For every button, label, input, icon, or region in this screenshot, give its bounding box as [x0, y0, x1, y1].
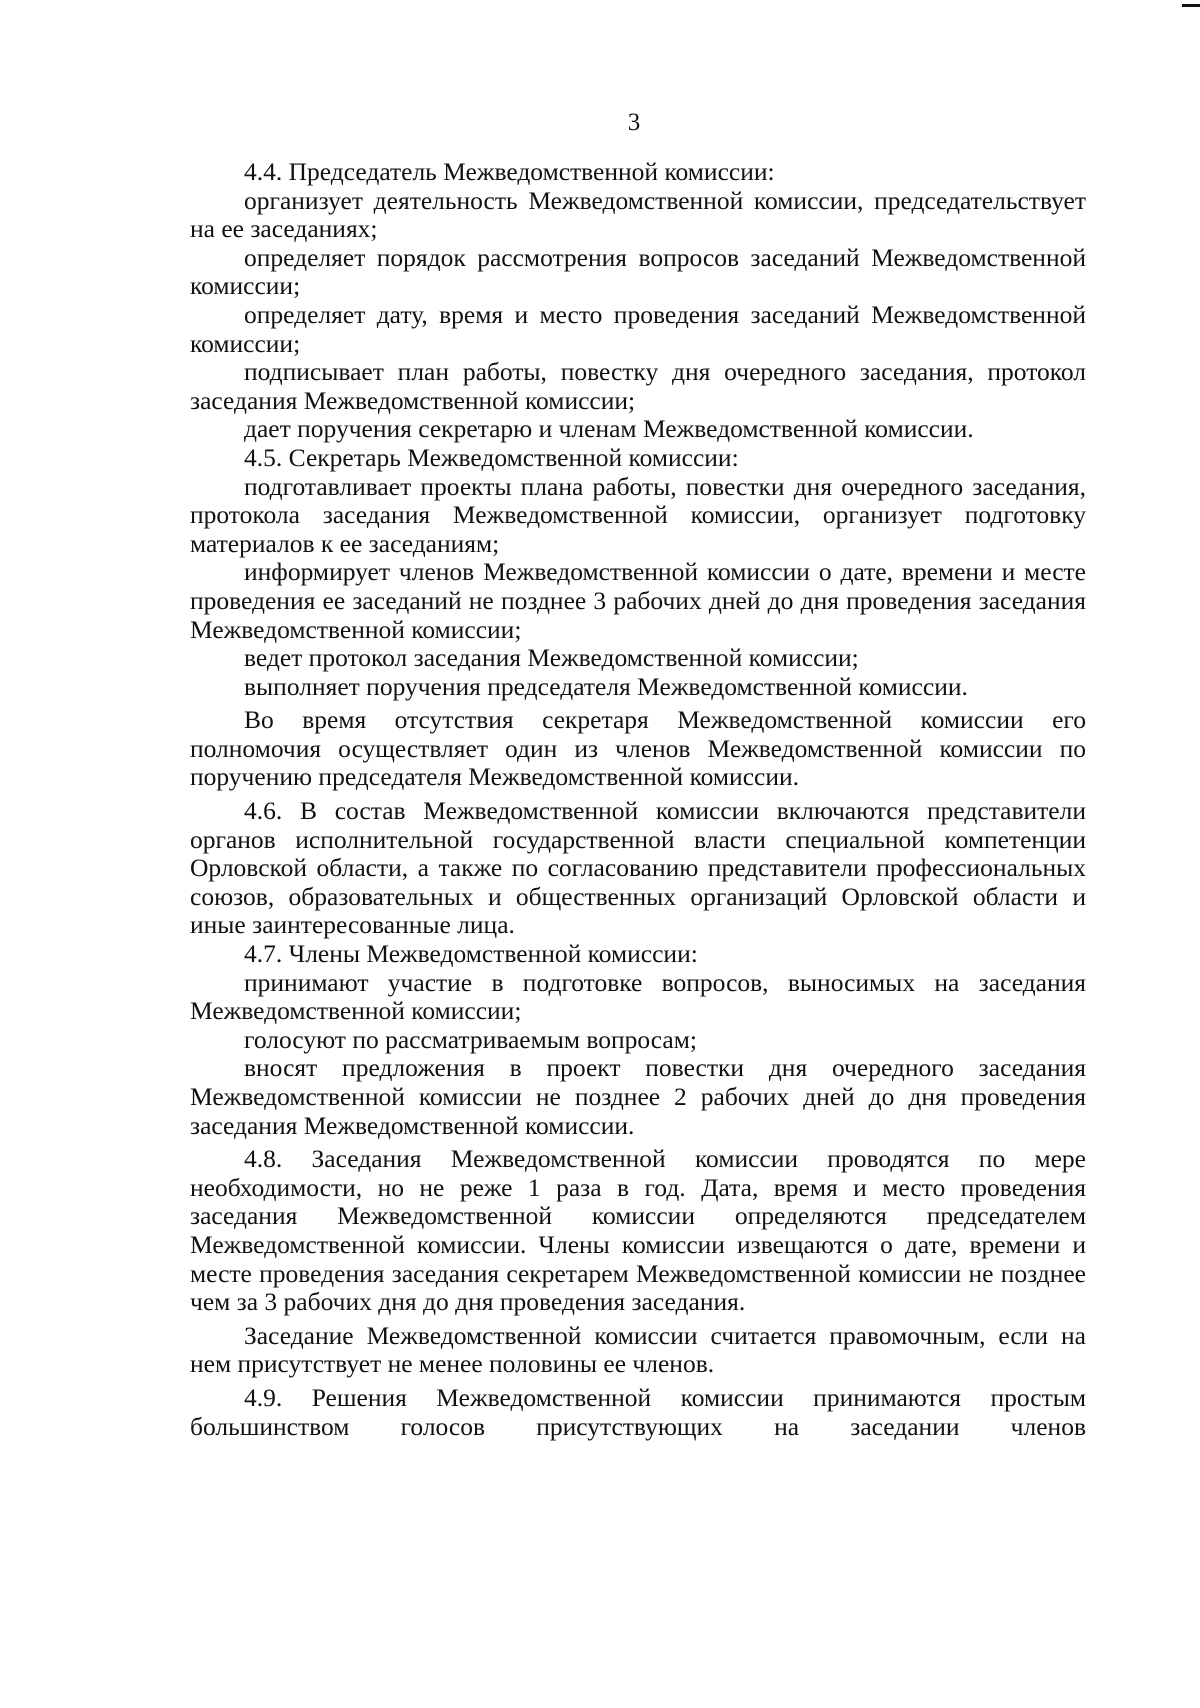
paragraph-4-7-heading: 4.7. Члены Межведомственной комиссии: [244, 939, 698, 969]
paragraph-4-5-heading: 4.5. Секретарь Межведомственной комиссии: [244, 442, 739, 472]
paragraph-members-vote: голосуют по рассматриваемым вопросам; [244, 1024, 697, 1054]
paragraph-chair-date: определяет дату, время и место проведения заседаний Межведомственной комиссии; [190, 299, 1086, 358]
paragraph-chair-instructions: дает поручения секретарю и членам Межведомственной комиссии. [244, 414, 974, 444]
paragraph-chair-order: определяет порядок рассмотрения вопросов заседаний Межведомственной комиссии; [190, 242, 1086, 301]
scan-edge-mark [1182, 4, 1200, 7]
paragraph-chair-signs: подписывает план работы, повестку дня очередного заседания, протокол заседания Межведомственной комиссии; [190, 357, 1086, 415]
document-body [190, 158, 1086, 1441]
paragraph-chair-organizes: организует деятельность Межведомственной комиссии, председательствует на ее заседаниях; [190, 185, 1086, 244]
paragraph-4-6-composition: 4.6. В состав Межведомственной комиссии включаются представители органов исполнительной государственной власти специальной компетенции Орловской области, а также по согласованию представители профессиональных союзов, образовательных и общественных организаций Орловской области и иные заинтересованные лица. [190, 796, 1086, 940]
paragraph-4-9-decisions: 4.9. Решения Межведомственной комиссии принимаются простым большинством голосов присутствующих на заседании членов [190, 1382, 1086, 1441]
paragraph-secretary-absence: Во время отсутствия секретаря Межведомственной комиссии его полномочия осуществляет один из членов Межведомственной комиссии по поручению председателя Межведомственной комиссии. [190, 705, 1086, 792]
paragraph-members-participate: принимают участие в подготовке вопросов, выносимых на заседания Межведомственной комиссии; [190, 967, 1086, 1026]
paragraph-secretary-informs: информирует членов Межведомственной комиссии о дате, времени и месте проведения ее заседаний не позднее 3 рабочих дней до дня проведения заседания Межведомственной комиссии; [190, 557, 1086, 644]
paragraph-members-propose: вносят предложения в проект повестки дня очередного заседания Межведомственной комиссии не позднее 2 рабочих дней до дня проведения заседания Межведомственной комиссии. [190, 1053, 1086, 1140]
paragraph-secretary-minutes: ведет протокол заседания Межведомственной комиссии; [244, 643, 859, 673]
paragraph-secretary-prepares: подготавливает проекты плана работы, повестки дня очередного заседания, протокола заседания Межведомственной комиссии, организует подготовку материалов к ее заседаниям; [190, 471, 1086, 558]
paragraph-secretary-executes: выполняет поручения председателя Межведомственной комиссии. [244, 671, 968, 701]
paragraph-4-8-meetings: 4.8. Заседания Межведомственной комиссии проводятся по мере необходимости, но не реже 1 раза в год. Дата, время и место проведения заседания Межведомственной комиссии определяются председателем Межведомственной комиссии. Члены комиссии извещаются о дате, времени и месте проведения заседания секретарем Межведомственной комиссии не позднее чем за 3 рабочих дня до дня проведения заседания. [190, 1144, 1086, 1317]
paragraph-quorum: Заседание Межведомственной комиссии считается правомочным, если на нем присутствует не менее половины ее членов. [190, 1320, 1086, 1379]
page-number: 3 [627, 109, 641, 136]
paragraph-4-4-heading: 4.4. Председатель Межведомственной комиссии: [244, 157, 775, 186]
